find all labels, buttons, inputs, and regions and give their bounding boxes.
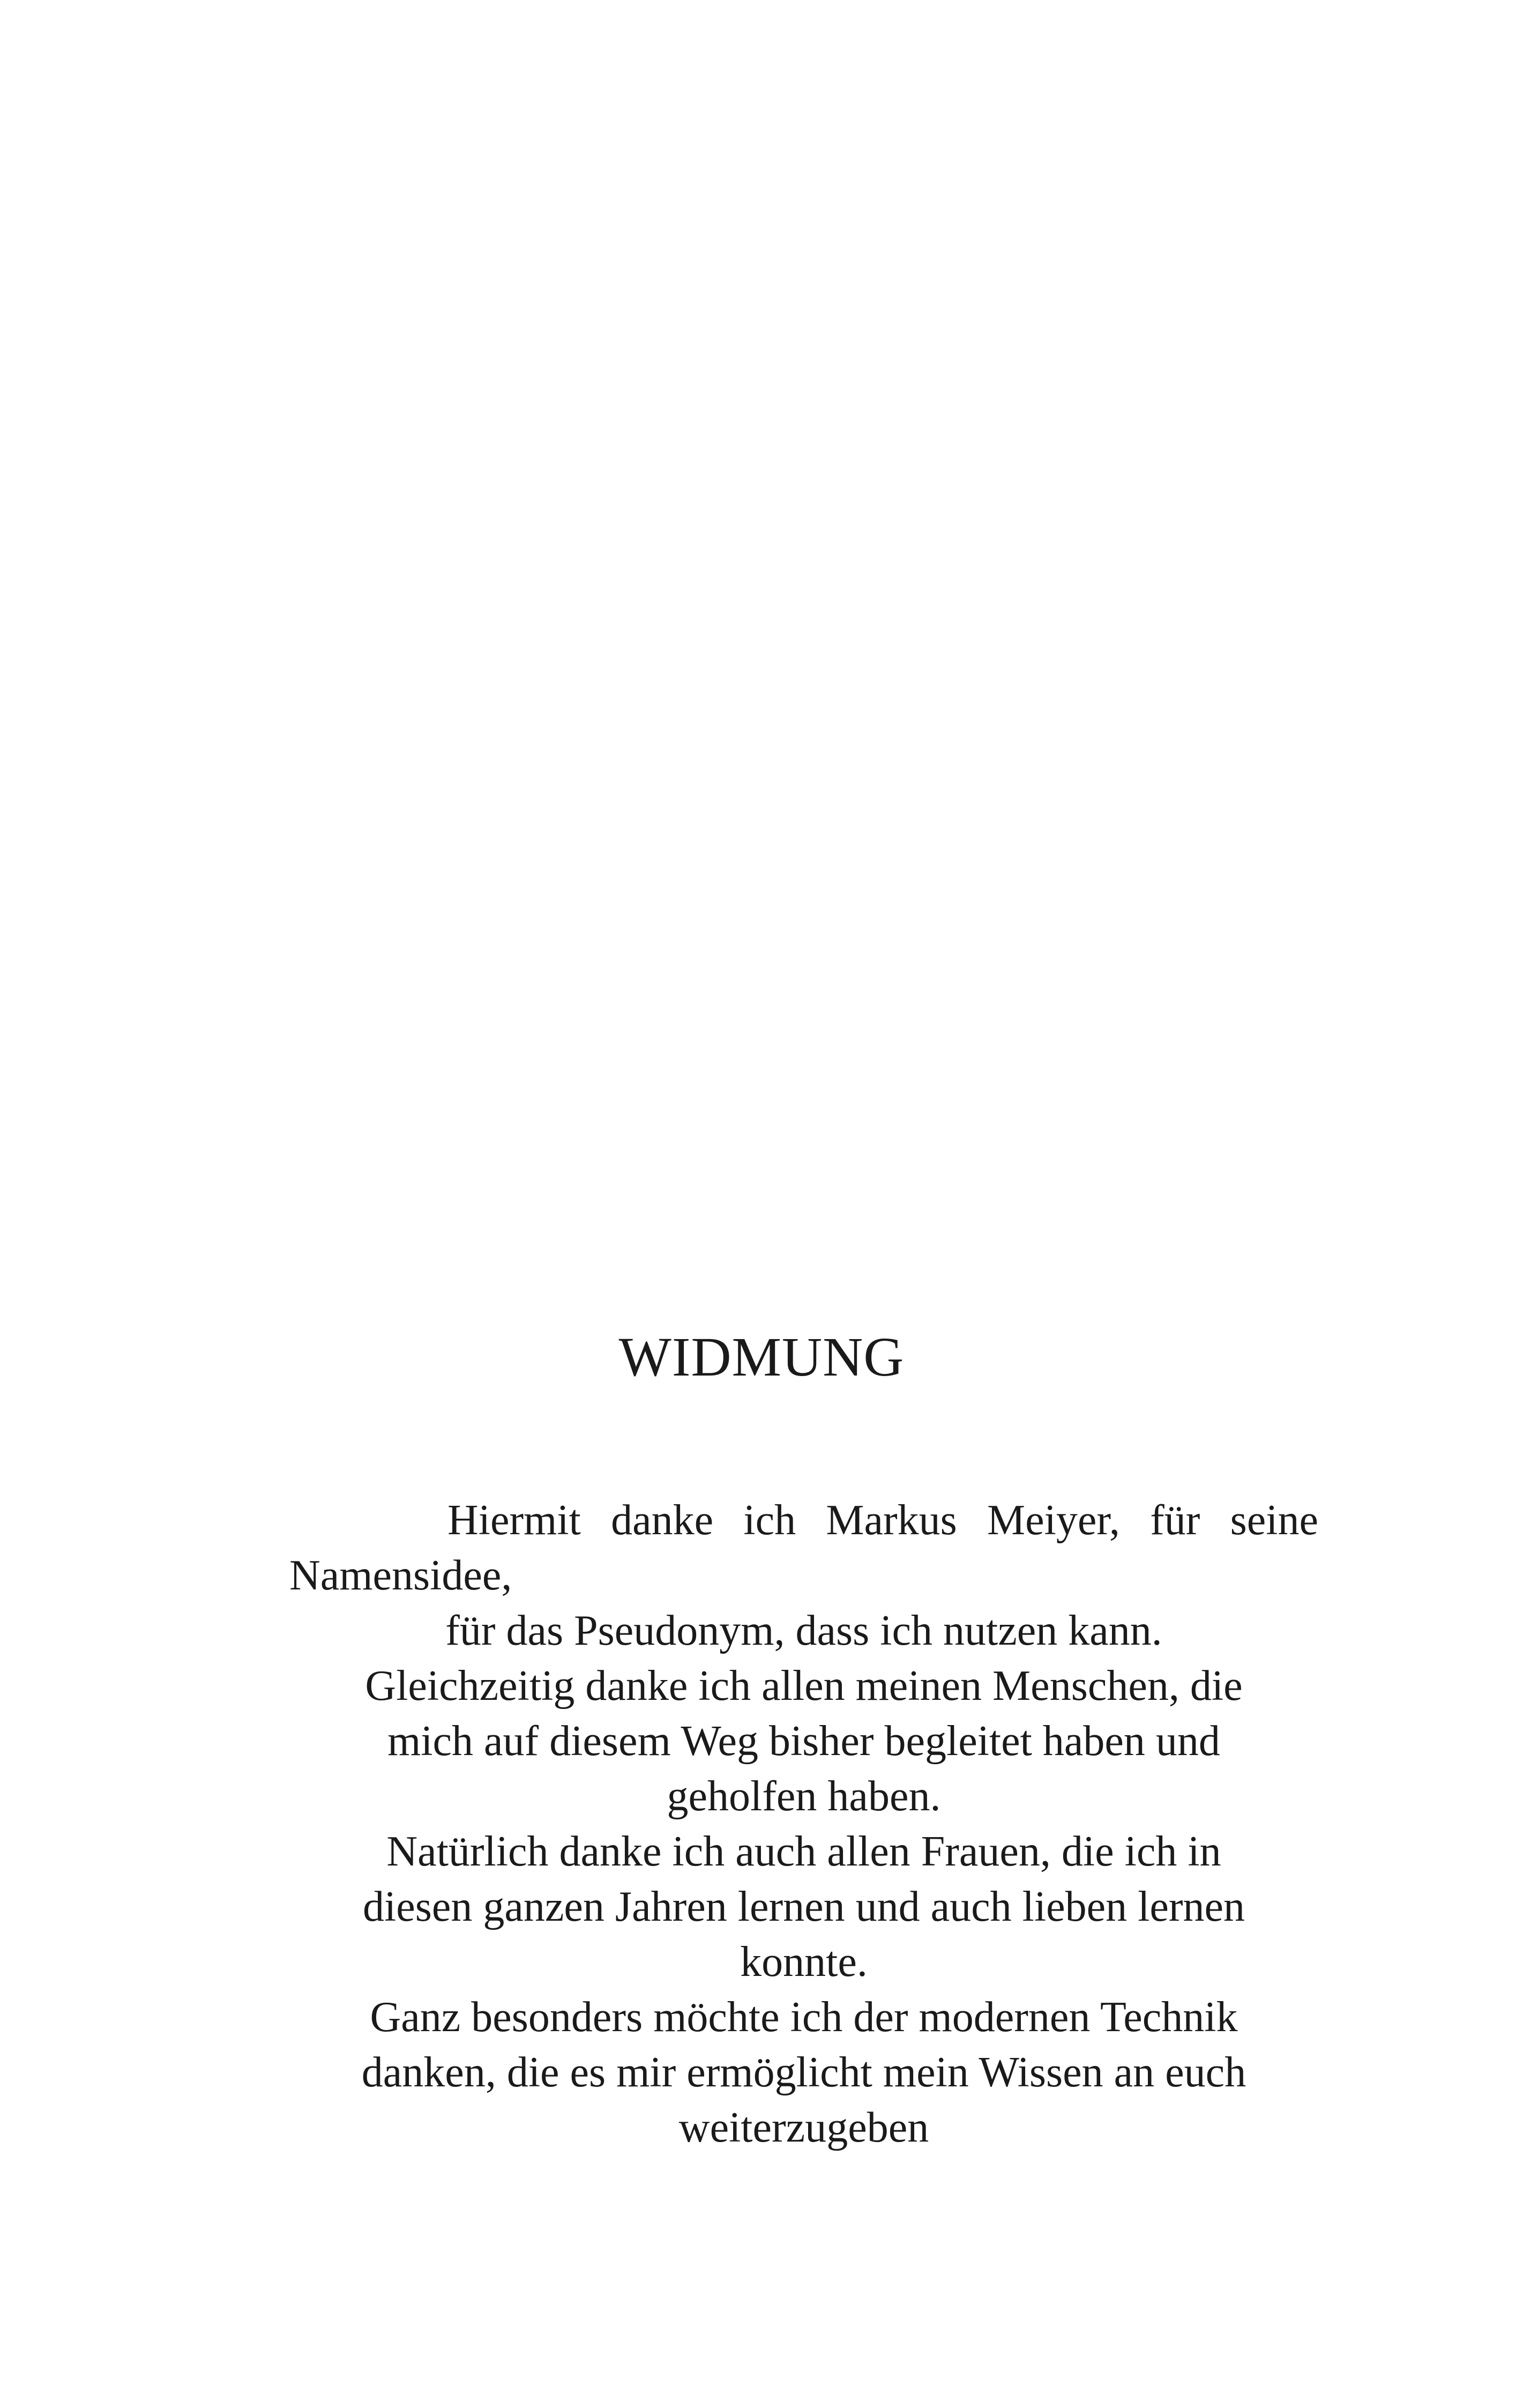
text-line-1 xyxy=(289,1493,1318,1548)
word: Hiermit xyxy=(447,1497,581,1544)
word: ich xyxy=(743,1497,796,1544)
text-line-9: konnte. xyxy=(740,1938,868,1986)
text-line-5: mich auf diesem Weg bisher begleitet haben und xyxy=(387,1718,1220,1765)
page-title: WIDMUNG xyxy=(618,1326,905,1388)
word: seine xyxy=(1230,1497,1318,1544)
text-line-8: diesen ganzen Jahren lernen und auch lieben lernen xyxy=(363,1883,1245,1930)
text-line-11: danken, die es mir ermöglicht mein Wissen an euch xyxy=(361,2049,1246,2096)
word: danke xyxy=(611,1497,714,1544)
word: Markus xyxy=(826,1497,957,1544)
text-line-6: geholfen haben. xyxy=(667,1773,941,1820)
text-line-10: Ganz besonders möchte ich der modernen Technik xyxy=(370,1994,1238,2041)
text-line-2: Namensidee, xyxy=(289,1552,512,1599)
text-line-7: Natürlich danke ich auch allen Frauen, die ich in xyxy=(386,1828,1221,1875)
word: Meiyer, xyxy=(987,1497,1120,1544)
text-line-4: Gleichzeitig danke ich allen meinen Menschen, die xyxy=(365,1662,1243,1710)
dedication-text xyxy=(289,1493,1318,2156)
text-line-12: weiterzugeben xyxy=(678,2104,929,2151)
text-line-3: für das Pseudonym, dass ich nutzen kann. xyxy=(445,1607,1162,1654)
word: für xyxy=(1150,1497,1200,1544)
